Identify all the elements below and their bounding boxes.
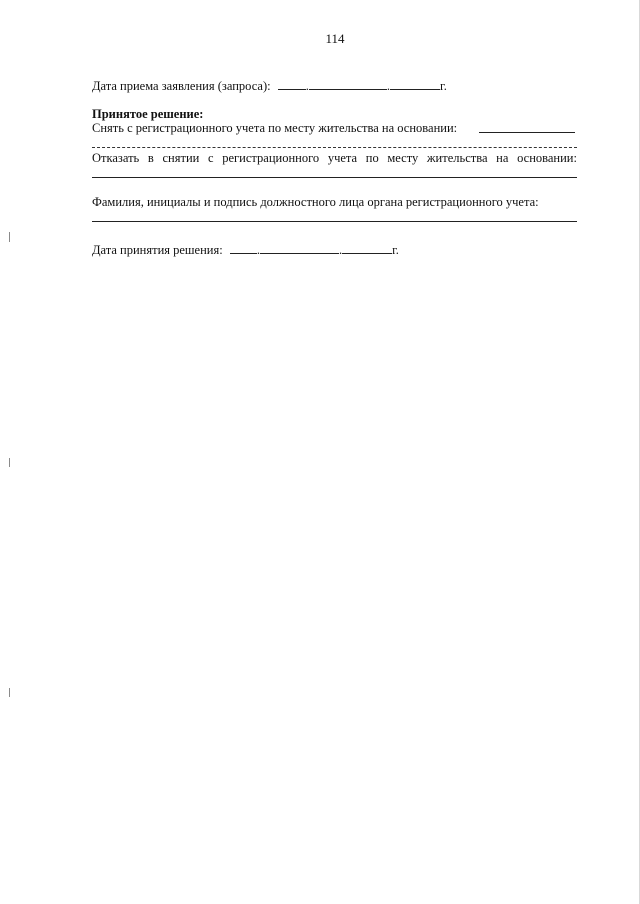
official-signature-blank bbox=[92, 221, 577, 222]
page-number: 114 bbox=[325, 31, 345, 46]
refuse-word: с bbox=[208, 151, 214, 165]
decision-heading: Принятое решение: bbox=[92, 107, 204, 121]
day-blank bbox=[230, 241, 257, 254]
remove-registration-line bbox=[92, 120, 457, 136]
refuse-word: основании: bbox=[517, 151, 577, 165]
year-blank bbox=[342, 241, 392, 254]
year-suffix: г. bbox=[392, 243, 399, 257]
refuse-word: регистрационного bbox=[222, 151, 320, 165]
official-label: Фамилия, инициалы и подпись должностного лица органа регистрационного учета: bbox=[92, 195, 539, 209]
refuse-registration-line bbox=[92, 150, 577, 166]
year-suffix: г. bbox=[439, 79, 447, 93]
refuse-word: Отказать bbox=[92, 151, 140, 165]
date-separator: . bbox=[305, 79, 309, 93]
scan-mark bbox=[9, 688, 10, 697]
refuse-word: на bbox=[496, 151, 509, 165]
remove-basis-blank bbox=[479, 132, 575, 133]
date-separator: . bbox=[338, 243, 343, 257]
application-date-label: Дата приема заявления (запроса): bbox=[92, 79, 271, 93]
date-separator: . bbox=[256, 243, 260, 257]
month-blank bbox=[309, 77, 387, 90]
refuse-basis-blank bbox=[92, 177, 577, 178]
scan-mark bbox=[9, 458, 10, 467]
refuse-word: в bbox=[147, 151, 154, 165]
refuse-word: по bbox=[365, 151, 379, 165]
refuse-word: учета bbox=[327, 151, 358, 165]
decision-date-label: Дата принятия решения: bbox=[92, 243, 223, 257]
month-blank bbox=[260, 241, 339, 254]
decision-date-line bbox=[92, 241, 399, 258]
date-separator: . bbox=[386, 79, 390, 93]
scan-mark bbox=[9, 232, 10, 242]
year-blank bbox=[390, 77, 440, 90]
refuse-word: месту bbox=[387, 151, 419, 165]
refuse-word: жительства bbox=[426, 151, 488, 165]
application-date-line bbox=[92, 77, 447, 94]
remove-registration-text: Снять с регистрационного учета по месту жительства на основании: bbox=[92, 121, 458, 135]
remove-basis-blank-2 bbox=[92, 147, 577, 148]
day-blank bbox=[278, 77, 306, 90]
refuse-word: снятии bbox=[162, 151, 200, 165]
